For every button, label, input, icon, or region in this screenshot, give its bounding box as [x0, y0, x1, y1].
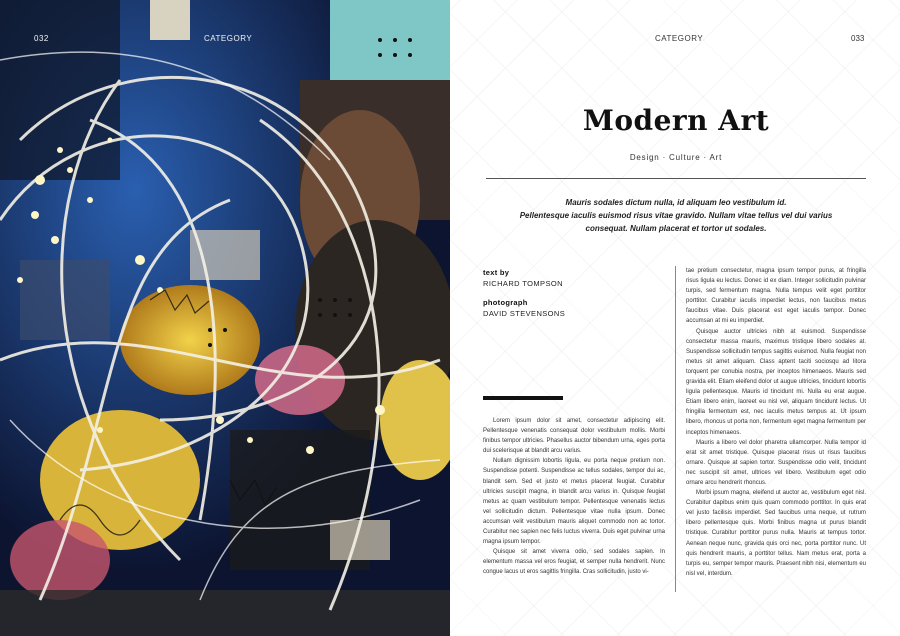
body-paragraph: Mauris a libero vel dolor pharetra ullamcorper. Nulla tempor id erat sit amet tristique. Quisque placerat risus ut risus faucibus ornare. Quisque at sapien tortor. Suspendisse odio velit, tincidunt nec suscipit sit amet, ultrices vel libero. Vestibulum eget odio ornare arcu hendrerit rhoncus. [686, 439, 866, 486]
body-paragraph: tae pretium consectetur, magna ipsum tempor purus, at fringilla risus ligula eu lectus. Donec id ex diam. Integer sollicitudin pulvinar turpis, sed fermentum magna. Nulla tempus velit eget porttitor porttitor. Curabitur iaculis imperdiet lectus, non faucibus metus faucibus vitae. Duis placerat est eget iaculis tempor. Donec accumsan at mi eu imperdiet. [686, 268, 866, 325]
left-page-number: 032 [34, 34, 49, 43]
lead-line: Pellentesque iaculis euismod risus vitae gravido. Nullam vitae tellus vel dui varius [519, 211, 833, 220]
column-divider [675, 266, 676, 592]
photograph-label: photograph [483, 298, 528, 307]
body-paragraph: Morbi ipsum magna, eleifend ut auctor ac, vestibulum eget nisl. Curabitur dapibus enim quis quam commodo porttitor. In quis erat vel justo facilisis imperdiet. Sed faucibus urna neque, ut rutrum libero pellentesque quis. Morbi finibus magna ut purus blandit tristique. Curabitur porttitor purus nulla. Mauris at tempus tortor. Aenean neque nunc, gravida quis orci nec, porta porttitor nunc. Ut quis hendrerit mauris, a porttitor tellus. Nam metus erat, porta a turpis eu, semper tempor mauris. Praesent nibh nisi, elementum eu nisl vel, interdum. [686, 490, 866, 577]
article-title: Modern Art [582, 104, 770, 137]
right-page [450, 0, 900, 636]
right-page-number: 033 [851, 34, 865, 43]
left-page-category: CATEGORY [204, 34, 253, 43]
photographer-name: DAVID STEVENSONS [483, 309, 566, 318]
author-name: RICHARD TOMPSON [483, 279, 563, 288]
accent-bar [483, 396, 563, 400]
text-by-label: text by [483, 268, 510, 277]
body-paragraph: Quisque sit amet viverra odio, sed sodales sapien. In elementum massa vel eros feugiat, et semper nulla hendrerit. Nunc congue lacus ut eros sagittis fringilla. Cras sollicitudin, justo vi- [483, 549, 665, 576]
right-page-category: CATEGORY [655, 34, 704, 43]
article-subtitle: Design · Culture · Art [629, 153, 723, 162]
lead-line: consequat. Nullam placerat et tortor ut sodales. [585, 224, 767, 233]
lead-line: Mauris sodales dictum nulla, id aliquam leo vestibulum id. [565, 198, 787, 207]
title-divider [486, 178, 866, 179]
lead-paragraph [486, 196, 866, 235]
body-paragraph: Nullam dignissim lobortis ligula, eu porta neque pretium non. Suspendisse potenti. Suspendisse ac tellus sodales, tempor dui ac, blandit sem. Sed et justo et metus placerat feugiat. Curabitur ultricies suscipit magna, in blandit arcu varius in. Quisque feugiat metus ac quam vestibulum tempor. Pellentesque venenatis lectus vel sollicitudin dictum. Pellentesque vitae nulla ipsum. Donec accumsan velit vestibulum mauris aliquet commodo non ac tortor. Curabitur nec sapien nec felis luctus viverra. Duis eget pulvinar urna magna ipsum tempor. [483, 458, 665, 546]
body-paragraph: Lorem ipsum dolor sit amet, consectetur adipiscing elit. Pellentesque venenatis consequat dolor vestibulum mollis. Morbi finibus tempor ultricies. Phasellus auctor bibendum urna, eges porta dui scelerisque at blandit arcu varius. [483, 418, 665, 455]
body-column-1 [483, 416, 665, 578]
body-paragraph: Quisque auctor ultricies nibh at euismod. Suspendisse consectetur massa mauris, maximus tristique libero sodales at. Suspendisse sollicitudin tempus sagittis euismod. Nulla feugiat non metus sit amet aliquam. Class aptent taciti sociosqu ad litora torquent per conubia nostra, per inceptos himenaeos. Mauris sed gravida elit. Etiam eleifend dolor ut augue ultricies, tincidunt lobortis ligula pellentesque. Mauris id tincidunt mi. Nulla eu erat augue. Etiam libero enim, laoreet eu nisl vel, aliquam tincidunt lectus. Ut fringilla fermentum est, nec iaculis metus tempus at. Ut ipsum libero, rhoncus ut porta non, fermentum eget magna fermentum per inceptos himenaeos. [686, 328, 866, 436]
body-column-2 [686, 266, 866, 579]
